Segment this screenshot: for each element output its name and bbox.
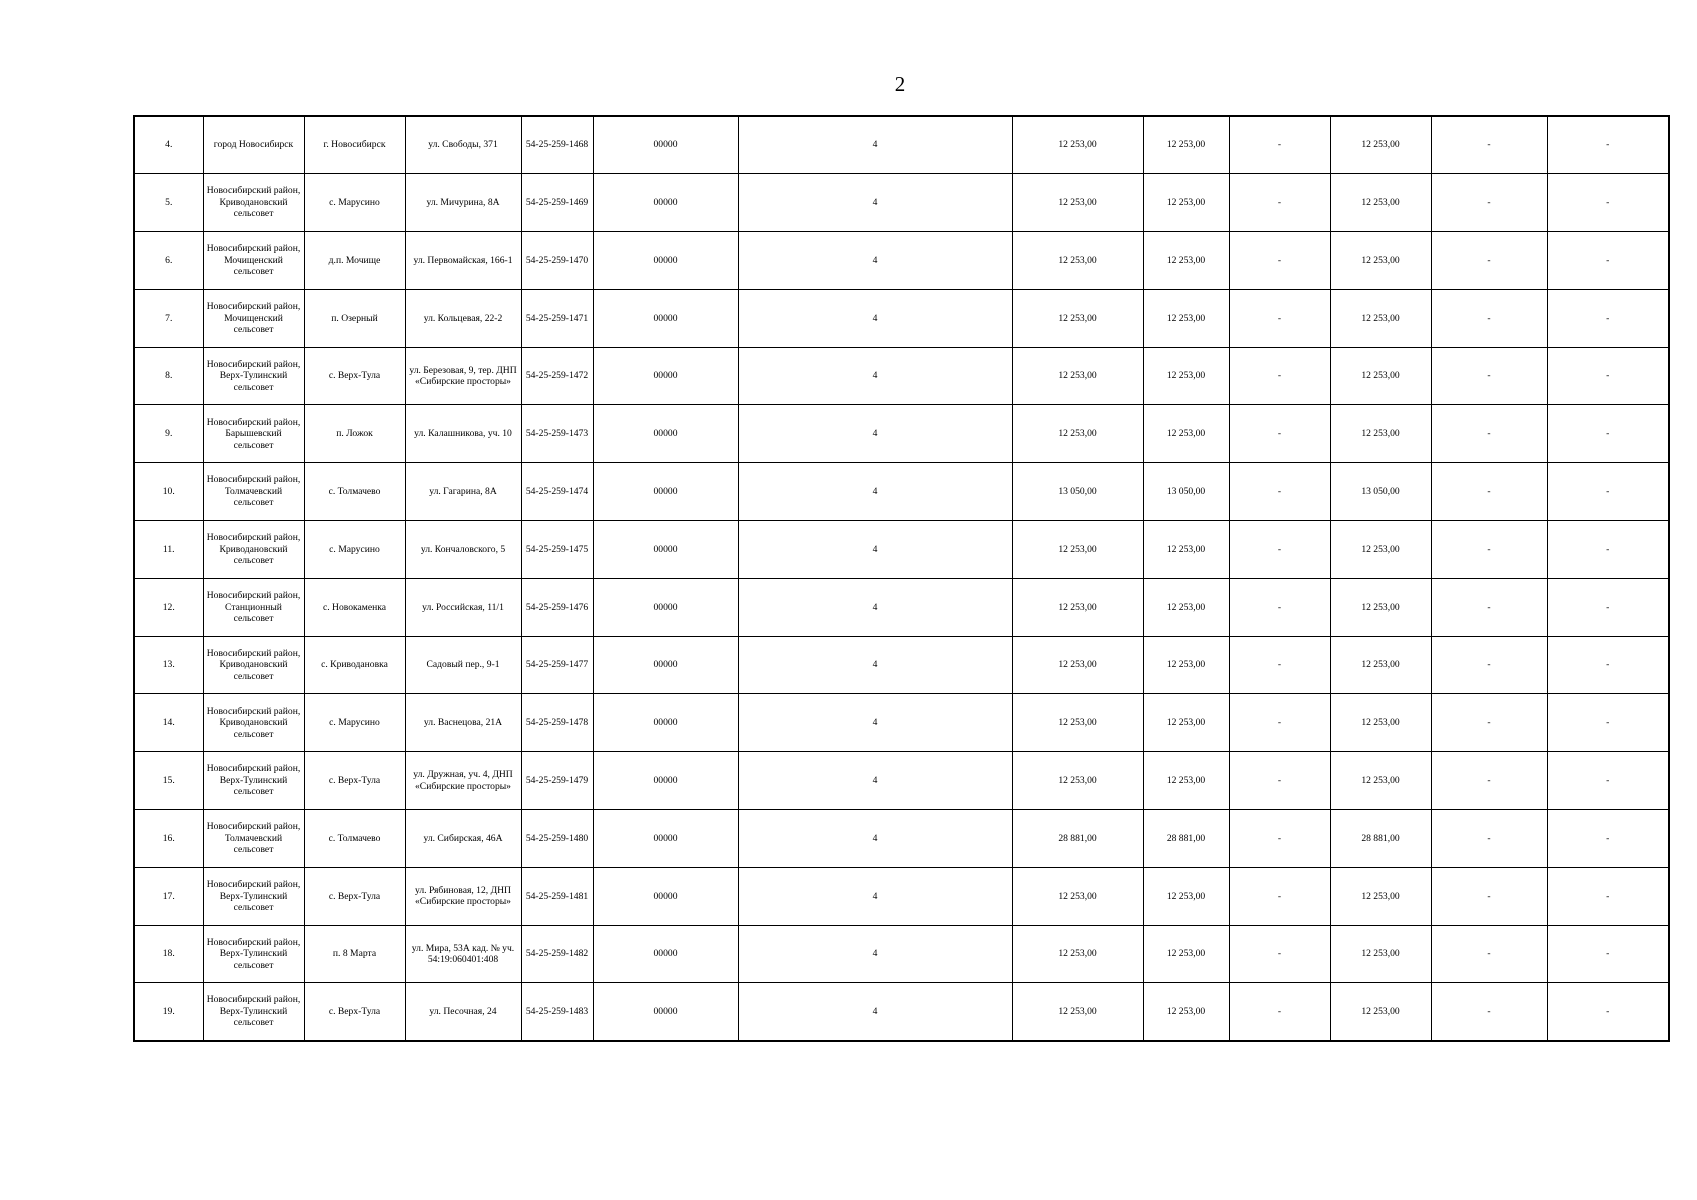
code-cell: 00000 xyxy=(593,578,738,636)
address-cell: ул. Васнецова, 21А xyxy=(405,694,521,752)
amount-other-cell: - xyxy=(1547,347,1669,405)
amount-regional-cell: 12 253,00 xyxy=(1330,521,1431,579)
page-number: 2 xyxy=(894,72,906,96)
amount-local-cell: - xyxy=(1431,694,1547,752)
amount-regional-cell: 12 253,00 xyxy=(1330,289,1431,347)
table-body xyxy=(134,116,1669,1041)
amount-other-cell: - xyxy=(1547,694,1669,752)
municipality-cell: Новосибирский район, Барышевский сельсовет xyxy=(203,405,304,463)
amount-budget-cell: 28 881,00 xyxy=(1143,810,1229,868)
table-row xyxy=(134,752,1669,810)
settlement-cell: с. Новокаменка xyxy=(304,578,405,636)
amount-federal-cell: - xyxy=(1229,405,1330,463)
row-number-cell: 14. xyxy=(134,694,203,752)
settlement-cell: с. Марусино xyxy=(304,174,405,232)
amount-budget-cell: 12 253,00 xyxy=(1143,578,1229,636)
category-cell: 4 xyxy=(738,810,1012,868)
category-cell: 4 xyxy=(738,116,1012,174)
code-cell: 00000 xyxy=(593,867,738,925)
municipality-cell: город Новосибирск xyxy=(203,116,304,174)
code-cell: 00000 xyxy=(593,463,738,521)
table-row xyxy=(134,983,1669,1041)
table-row xyxy=(134,694,1669,752)
amount-total-cell: 12 253,00 xyxy=(1012,983,1143,1041)
code-cell: 00000 xyxy=(593,925,738,983)
category-cell: 4 xyxy=(738,289,1012,347)
amount-local-cell: - xyxy=(1431,983,1547,1041)
category-cell: 4 xyxy=(738,463,1012,521)
table-row xyxy=(134,925,1669,983)
table-row xyxy=(134,636,1669,694)
amount-total-cell: 12 253,00 xyxy=(1012,289,1143,347)
row-number-cell: 7. xyxy=(134,289,203,347)
municipality-cell: Новосибирский район, Криводановский сельсовет xyxy=(203,174,304,232)
registry-number-cell: 54-25-259-1476 xyxy=(521,578,593,636)
amount-federal-cell: - xyxy=(1229,116,1330,174)
category-cell: 4 xyxy=(738,405,1012,463)
amount-federal-cell: - xyxy=(1229,578,1330,636)
row-number-cell: 17. xyxy=(134,867,203,925)
code-cell: 00000 xyxy=(593,752,738,810)
row-number-cell: 16. xyxy=(134,810,203,868)
category-cell: 4 xyxy=(738,578,1012,636)
amount-regional-cell: 12 253,00 xyxy=(1330,694,1431,752)
amount-other-cell: - xyxy=(1547,810,1669,868)
municipality-cell: Новосибирский район, Криводановский сельсовет xyxy=(203,636,304,694)
amount-federal-cell: - xyxy=(1229,810,1330,868)
category-cell: 4 xyxy=(738,347,1012,405)
amount-budget-cell: 12 253,00 xyxy=(1143,174,1229,232)
amount-federal-cell: - xyxy=(1229,925,1330,983)
address-cell: ул. Березовая, 9, тер. ДНП «Сибирские просторы» xyxy=(405,347,521,405)
amount-regional-cell: 12 253,00 xyxy=(1330,174,1431,232)
amount-local-cell: - xyxy=(1431,578,1547,636)
amount-other-cell: - xyxy=(1547,752,1669,810)
code-cell: 00000 xyxy=(593,810,738,868)
address-cell: ул. Песочная, 24 xyxy=(405,983,521,1041)
address-cell: ул. Первомайская, 166-1 xyxy=(405,232,521,290)
amount-regional-cell: 12 253,00 xyxy=(1330,232,1431,290)
table-row xyxy=(134,289,1669,347)
row-number-cell: 11. xyxy=(134,521,203,579)
amount-total-cell: 12 253,00 xyxy=(1012,636,1143,694)
registry-number-cell: 54-25-259-1472 xyxy=(521,347,593,405)
address-cell: ул. Калашникова, уч. 10 xyxy=(405,405,521,463)
amount-local-cell: - xyxy=(1431,289,1547,347)
amount-federal-cell: - xyxy=(1229,983,1330,1041)
category-cell: 4 xyxy=(738,232,1012,290)
amount-total-cell: 12 253,00 xyxy=(1012,521,1143,579)
category-cell: 4 xyxy=(738,752,1012,810)
amount-regional-cell: 12 253,00 xyxy=(1330,636,1431,694)
amount-regional-cell: 28 881,00 xyxy=(1330,810,1431,868)
amount-regional-cell: 12 253,00 xyxy=(1330,983,1431,1041)
amount-regional-cell: 12 253,00 xyxy=(1330,925,1431,983)
registry-number-cell: 54-25-259-1469 xyxy=(521,174,593,232)
registry-number-cell: 54-25-259-1474 xyxy=(521,463,593,521)
code-cell: 00000 xyxy=(593,694,738,752)
address-cell: ул. Сибирская, 46А xyxy=(405,810,521,868)
amount-federal-cell: - xyxy=(1229,232,1330,290)
row-number-cell: 4. xyxy=(134,116,203,174)
amount-budget-cell: 12 253,00 xyxy=(1143,752,1229,810)
municipality-cell: Новосибирский район, Станционный сельсовет xyxy=(203,578,304,636)
table-row xyxy=(134,405,1669,463)
address-cell: ул. Российская, 11/1 xyxy=(405,578,521,636)
settlement-cell: д.п. Мочище xyxy=(304,232,405,290)
registry-number-cell: 54-25-259-1481 xyxy=(521,867,593,925)
category-cell: 4 xyxy=(738,867,1012,925)
amount-total-cell: 12 253,00 xyxy=(1012,174,1143,232)
settlement-cell: с. Толмачево xyxy=(304,463,405,521)
amount-regional-cell: 12 253,00 xyxy=(1330,578,1431,636)
registry-number-cell: 54-25-259-1483 xyxy=(521,983,593,1041)
amount-local-cell: - xyxy=(1431,636,1547,694)
amount-local-cell: - xyxy=(1431,347,1547,405)
subsidy-table xyxy=(133,115,1670,1042)
amount-federal-cell: - xyxy=(1229,174,1330,232)
amount-total-cell: 12 253,00 xyxy=(1012,752,1143,810)
amount-budget-cell: 12 253,00 xyxy=(1143,925,1229,983)
code-cell: 00000 xyxy=(593,232,738,290)
settlement-cell: с. Верх-Тула xyxy=(304,752,405,810)
municipality-cell: Новосибирский район, Верх-Тулинский сельсовет xyxy=(203,925,304,983)
address-cell: Садовый пер., 9-1 xyxy=(405,636,521,694)
amount-other-cell: - xyxy=(1547,232,1669,290)
category-cell: 4 xyxy=(738,636,1012,694)
row-number-cell: 13. xyxy=(134,636,203,694)
amount-other-cell: - xyxy=(1547,521,1669,579)
amount-total-cell: 12 253,00 xyxy=(1012,925,1143,983)
amount-federal-cell: - xyxy=(1229,521,1330,579)
registry-number-cell: 54-25-259-1470 xyxy=(521,232,593,290)
table-row xyxy=(134,347,1669,405)
settlement-cell: п. Озерный xyxy=(304,289,405,347)
code-cell: 00000 xyxy=(593,521,738,579)
amount-local-cell: - xyxy=(1431,925,1547,983)
amount-budget-cell: 12 253,00 xyxy=(1143,636,1229,694)
registry-number-cell: 54-25-259-1475 xyxy=(521,521,593,579)
amount-other-cell: - xyxy=(1547,463,1669,521)
registry-number-cell: 54-25-259-1468 xyxy=(521,116,593,174)
address-cell: ул. Свободы, 371 xyxy=(405,116,521,174)
registry-number-cell: 54-25-259-1480 xyxy=(521,810,593,868)
amount-federal-cell: - xyxy=(1229,636,1330,694)
amount-total-cell: 12 253,00 xyxy=(1012,347,1143,405)
row-number-cell: 15. xyxy=(134,752,203,810)
amount-local-cell: - xyxy=(1431,810,1547,868)
amount-federal-cell: - xyxy=(1229,694,1330,752)
amount-other-cell: - xyxy=(1547,578,1669,636)
amount-budget-cell: 12 253,00 xyxy=(1143,289,1229,347)
amount-regional-cell: 12 253,00 xyxy=(1330,405,1431,463)
address-cell: ул. Дружная, уч. 4, ДНП «Сибирские просторы» xyxy=(405,752,521,810)
row-number-cell: 18. xyxy=(134,925,203,983)
amount-budget-cell: 12 253,00 xyxy=(1143,232,1229,290)
settlement-cell: с. Криводановка xyxy=(304,636,405,694)
registry-number-cell: 54-25-259-1471 xyxy=(521,289,593,347)
code-cell: 00000 xyxy=(593,289,738,347)
amount-federal-cell: - xyxy=(1229,347,1330,405)
registry-number-cell: 54-25-259-1478 xyxy=(521,694,593,752)
row-number-cell: 8. xyxy=(134,347,203,405)
amount-local-cell: - xyxy=(1431,116,1547,174)
amount-total-cell: 12 253,00 xyxy=(1012,578,1143,636)
category-cell: 4 xyxy=(738,521,1012,579)
table-row xyxy=(134,521,1669,579)
amount-other-cell: - xyxy=(1547,116,1669,174)
amount-local-cell: - xyxy=(1431,232,1547,290)
amount-total-cell: 12 253,00 xyxy=(1012,116,1143,174)
code-cell: 00000 xyxy=(593,405,738,463)
municipality-cell: Новосибирский район, Верх-Тулинский сельсовет xyxy=(203,983,304,1041)
address-cell: ул. Гагарина, 8А xyxy=(405,463,521,521)
municipality-cell: Новосибирский район, Криводановский сельсовет xyxy=(203,694,304,752)
category-cell: 4 xyxy=(738,925,1012,983)
address-cell: ул. Рябиновая, 12, ДНП «Сибирские просторы» xyxy=(405,867,521,925)
municipality-cell: Новосибирский район, Толмачевский сельсовет xyxy=(203,463,304,521)
amount-federal-cell: - xyxy=(1229,289,1330,347)
amount-other-cell: - xyxy=(1547,405,1669,463)
amount-total-cell: 12 253,00 xyxy=(1012,405,1143,463)
amount-budget-cell: 12 253,00 xyxy=(1143,521,1229,579)
amount-other-cell: - xyxy=(1547,289,1669,347)
amount-regional-cell: 13 050,00 xyxy=(1330,463,1431,521)
municipality-cell: Новосибирский район, Верх-Тулинский сельсовет xyxy=(203,347,304,405)
amount-federal-cell: - xyxy=(1229,752,1330,810)
code-cell: 00000 xyxy=(593,116,738,174)
code-cell: 00000 xyxy=(593,347,738,405)
amount-budget-cell: 12 253,00 xyxy=(1143,116,1229,174)
table-row xyxy=(134,463,1669,521)
amount-local-cell: - xyxy=(1431,752,1547,810)
amount-total-cell: 28 881,00 xyxy=(1012,810,1143,868)
municipality-cell: Новосибирский район, Мочищенский сельсовет xyxy=(203,232,304,290)
settlement-cell: с. Верх-Тула xyxy=(304,347,405,405)
table-row xyxy=(134,232,1669,290)
address-cell: ул. Мичурина, 8А xyxy=(405,174,521,232)
settlement-cell: с. Марусино xyxy=(304,521,405,579)
amount-total-cell: 12 253,00 xyxy=(1012,232,1143,290)
amount-regional-cell: 12 253,00 xyxy=(1330,752,1431,810)
settlement-cell: п. 8 Марта xyxy=(304,925,405,983)
amount-local-cell: - xyxy=(1431,174,1547,232)
registry-number-cell: 54-25-259-1473 xyxy=(521,405,593,463)
address-cell: ул. Кольцевая, 22-2 xyxy=(405,289,521,347)
settlement-cell: п. Ложок xyxy=(304,405,405,463)
amount-regional-cell: 12 253,00 xyxy=(1330,116,1431,174)
table-row xyxy=(134,174,1669,232)
registry-number-cell: 54-25-259-1477 xyxy=(521,636,593,694)
amount-other-cell: - xyxy=(1547,174,1669,232)
amount-regional-cell: 12 253,00 xyxy=(1330,867,1431,925)
municipality-cell: Новосибирский район, Мочищенский сельсовет xyxy=(203,289,304,347)
amount-federal-cell: - xyxy=(1229,867,1330,925)
amount-total-cell: 13 050,00 xyxy=(1012,463,1143,521)
registry-number-cell: 54-25-259-1479 xyxy=(521,752,593,810)
municipality-cell: Новосибирский район, Верх-Тулинский сельсовет xyxy=(203,867,304,925)
amount-budget-cell: 12 253,00 xyxy=(1143,867,1229,925)
row-number-cell: 5. xyxy=(134,174,203,232)
code-cell: 00000 xyxy=(593,636,738,694)
amount-local-cell: - xyxy=(1431,463,1547,521)
table-row xyxy=(134,867,1669,925)
table-row xyxy=(134,810,1669,868)
amount-budget-cell: 12 253,00 xyxy=(1143,405,1229,463)
address-cell: ул. Мира, 53А кад. № уч. 54:19:060401:408 xyxy=(405,925,521,983)
row-number-cell: 10. xyxy=(134,463,203,521)
address-cell: ул. Кончаловского, 5 xyxy=(405,521,521,579)
category-cell: 4 xyxy=(738,983,1012,1041)
settlement-cell: с. Марусино xyxy=(304,694,405,752)
amount-budget-cell: 13 050,00 xyxy=(1143,463,1229,521)
municipality-cell: Новосибирский район, Верх-Тулинский сельсовет xyxy=(203,752,304,810)
municipality-cell: Новосибирский район, Криводановский сельсовет xyxy=(203,521,304,579)
amount-federal-cell: - xyxy=(1229,463,1330,521)
settlement-cell: с. Толмачево xyxy=(304,810,405,868)
amount-total-cell: 12 253,00 xyxy=(1012,694,1143,752)
amount-budget-cell: 12 253,00 xyxy=(1143,983,1229,1041)
amount-other-cell: - xyxy=(1547,867,1669,925)
amount-total-cell: 12 253,00 xyxy=(1012,867,1143,925)
amount-budget-cell: 12 253,00 xyxy=(1143,694,1229,752)
settlement-cell: с. Верх-Тула xyxy=(304,867,405,925)
amount-other-cell: - xyxy=(1547,983,1669,1041)
table-row xyxy=(134,578,1669,636)
amount-local-cell: - xyxy=(1431,521,1547,579)
amount-local-cell: - xyxy=(1431,405,1547,463)
municipality-cell: Новосибирский район, Толмачевский сельсовет xyxy=(203,810,304,868)
code-cell: 00000 xyxy=(593,983,738,1041)
row-number-cell: 9. xyxy=(134,405,203,463)
category-cell: 4 xyxy=(738,174,1012,232)
registry-number-cell: 54-25-259-1482 xyxy=(521,925,593,983)
amount-budget-cell: 12 253,00 xyxy=(1143,347,1229,405)
amount-other-cell: - xyxy=(1547,636,1669,694)
row-number-cell: 12. xyxy=(134,578,203,636)
amount-other-cell: - xyxy=(1547,925,1669,983)
settlement-cell: г. Новосибирск xyxy=(304,116,405,174)
row-number-cell: 6. xyxy=(134,232,203,290)
category-cell: 4 xyxy=(738,694,1012,752)
settlement-cell: с. Верх-Тула xyxy=(304,983,405,1041)
row-number-cell: 19. xyxy=(134,983,203,1041)
table-row xyxy=(134,116,1669,174)
amount-regional-cell: 12 253,00 xyxy=(1330,347,1431,405)
code-cell: 00000 xyxy=(593,174,738,232)
amount-local-cell: - xyxy=(1431,867,1547,925)
